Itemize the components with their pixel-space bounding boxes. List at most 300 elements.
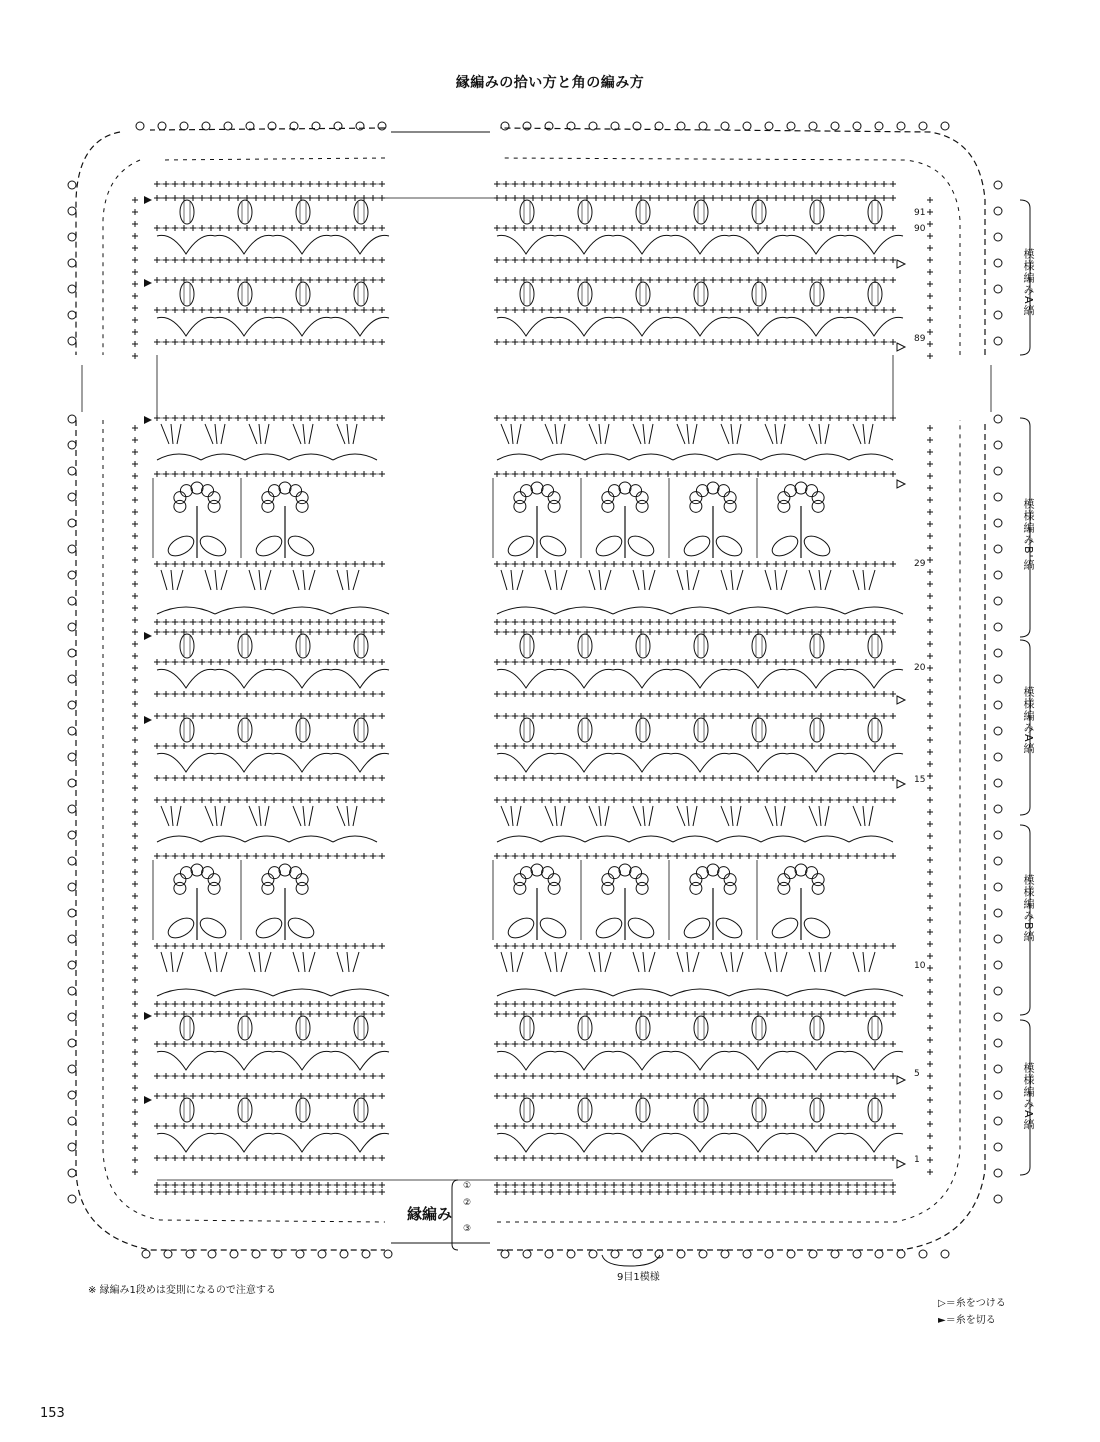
- picot: [68, 961, 76, 969]
- picot: [68, 909, 76, 917]
- v-chain: [497, 669, 903, 688]
- puff-stitch: [180, 1016, 194, 1040]
- puff-stitch: [520, 634, 534, 658]
- picot: [994, 961, 1002, 969]
- leaf: [253, 914, 285, 942]
- leaf: [165, 532, 197, 560]
- puff-stitch: [296, 282, 310, 306]
- picot: [523, 1250, 531, 1258]
- picot: [699, 1250, 707, 1258]
- picot: [68, 623, 76, 631]
- leaf: [505, 532, 537, 560]
- puff-stitch: [520, 200, 534, 224]
- leaf: [537, 914, 569, 942]
- puff-stitch: [180, 634, 194, 658]
- puff-stitch: [868, 200, 882, 224]
- flower-petal: [812, 500, 824, 512]
- picot: [68, 207, 76, 215]
- v-chain: [497, 1051, 903, 1070]
- picot: [186, 1250, 194, 1258]
- picot: [655, 122, 663, 130]
- picot: [224, 122, 232, 130]
- picot: [994, 1039, 1002, 1047]
- puff-stitch: [180, 1098, 194, 1122]
- picot: [994, 545, 1002, 553]
- flower-petal: [784, 485, 796, 497]
- picot: [68, 1117, 76, 1125]
- picot: [897, 1250, 905, 1258]
- flower-petal: [806, 867, 818, 879]
- picot: [501, 122, 509, 130]
- picot: [633, 1250, 641, 1258]
- puff-stitch: [354, 1016, 368, 1040]
- v-chain: [497, 1133, 903, 1152]
- flower-petal: [608, 485, 620, 497]
- puff-stitch: [694, 718, 708, 742]
- puff-stitch: [868, 1016, 882, 1040]
- picot: [68, 441, 76, 449]
- puff-stitch: [520, 718, 534, 742]
- flower-petal: [531, 864, 543, 876]
- puff-stitch: [578, 282, 592, 306]
- picot: [318, 1250, 326, 1258]
- picot: [68, 493, 76, 501]
- leaf: [593, 532, 625, 560]
- leaf: [681, 914, 713, 942]
- picot: [68, 285, 76, 293]
- leaf: [713, 532, 745, 560]
- leaf: [165, 914, 197, 942]
- picot: [68, 883, 76, 891]
- picot: [994, 519, 1002, 527]
- picot: [743, 1250, 751, 1258]
- puff-stitch: [578, 200, 592, 224]
- chain-arc: [157, 607, 389, 614]
- picot: [994, 441, 1002, 449]
- flower-petal: [630, 867, 642, 879]
- flower-petal: [180, 485, 192, 497]
- picot: [545, 1250, 553, 1258]
- picot: [677, 1250, 685, 1258]
- picot: [68, 753, 76, 761]
- puff-stitch: [694, 1016, 708, 1040]
- picot: [312, 122, 320, 130]
- picot: [68, 1039, 76, 1047]
- flower-petal: [279, 482, 291, 494]
- leaf: [197, 914, 229, 942]
- picot: [809, 1250, 817, 1258]
- puff-stitch: [296, 634, 310, 658]
- picot: [230, 1250, 238, 1258]
- flower-petal: [174, 492, 186, 504]
- picot: [68, 467, 76, 475]
- flower-petal: [690, 874, 702, 886]
- flower-petal: [636, 882, 648, 894]
- picot: [589, 122, 597, 130]
- puff-stitch: [694, 634, 708, 658]
- leaf: [769, 532, 801, 560]
- picot: [994, 311, 1002, 319]
- flower-petal: [202, 485, 214, 497]
- picot: [68, 831, 76, 839]
- picot: [334, 122, 342, 130]
- chain-arc: [157, 454, 377, 460]
- puff-stitch: [520, 1098, 534, 1122]
- leaf: [625, 914, 657, 942]
- picot: [994, 831, 1002, 839]
- leaf: [537, 532, 569, 560]
- picot: [68, 597, 76, 605]
- flower-petal: [812, 882, 824, 894]
- puff-stitch: [694, 282, 708, 306]
- picot: [699, 122, 707, 130]
- puff-stitch: [868, 282, 882, 306]
- picot: [994, 779, 1002, 787]
- picot: [994, 857, 1002, 865]
- puff-stitch: [694, 200, 708, 224]
- picot: [994, 467, 1002, 475]
- flower-petal: [191, 864, 203, 876]
- picot: [68, 1013, 76, 1021]
- picot: [994, 181, 1002, 189]
- picot: [994, 1169, 1002, 1177]
- picot: [68, 311, 76, 319]
- flower-petal: [514, 874, 526, 886]
- leaf: [593, 914, 625, 942]
- puff-stitch: [752, 718, 766, 742]
- flower-petal: [806, 485, 818, 497]
- fan-stitch: [161, 952, 359, 972]
- picot: [994, 493, 1002, 501]
- picot: [765, 122, 773, 130]
- picot: [68, 727, 76, 735]
- v-chain: [157, 753, 389, 772]
- picot: [994, 207, 1002, 215]
- puff-stitch: [354, 634, 368, 658]
- v-chain: [157, 235, 389, 254]
- picot: [252, 1250, 260, 1258]
- puff-stitch: [868, 718, 882, 742]
- picot: [994, 415, 1002, 423]
- v-chain: [497, 753, 903, 772]
- picot: [68, 779, 76, 787]
- picot: [589, 1250, 597, 1258]
- flower-petal: [602, 874, 614, 886]
- fan-stitch: [501, 806, 873, 826]
- picot: [941, 122, 949, 130]
- picot: [994, 909, 1002, 917]
- v-chain: [157, 1133, 389, 1152]
- picot: [994, 805, 1002, 813]
- puff-stitch: [180, 200, 194, 224]
- picot: [611, 1250, 619, 1258]
- puff-stitch: [868, 1098, 882, 1122]
- picot: [721, 122, 729, 130]
- picot: [501, 1250, 509, 1258]
- puff-stitch: [180, 282, 194, 306]
- leaf: [197, 532, 229, 560]
- picot: [567, 1250, 575, 1258]
- puff-stitch: [810, 634, 824, 658]
- picot: [68, 337, 76, 345]
- flower-petal: [784, 867, 796, 879]
- flower-petal: [191, 482, 203, 494]
- picot: [994, 753, 1002, 761]
- puff-stitch: [520, 1016, 534, 1040]
- flower-petal: [514, 492, 526, 504]
- picot: [994, 597, 1002, 605]
- flower-petal: [619, 864, 631, 876]
- picot: [68, 701, 76, 709]
- flower-petal: [542, 867, 554, 879]
- picot: [994, 1117, 1002, 1125]
- puff-stitch: [354, 718, 368, 742]
- picot: [831, 1250, 839, 1258]
- flower-petal: [520, 485, 532, 497]
- picot: [68, 675, 76, 683]
- puff-stitch: [296, 718, 310, 742]
- flower-petal: [290, 485, 302, 497]
- flower-petal: [290, 867, 302, 879]
- leaf: [505, 914, 537, 942]
- puff-stitch: [238, 718, 252, 742]
- flower-petal: [718, 485, 730, 497]
- fan-stitch: [161, 806, 357, 826]
- leaf: [769, 914, 801, 942]
- picot: [68, 415, 76, 423]
- picot: [919, 122, 927, 130]
- puff-stitch: [296, 200, 310, 224]
- chain-arc: [497, 454, 893, 460]
- picot: [567, 122, 575, 130]
- picot: [68, 545, 76, 553]
- v-chain: [157, 1051, 389, 1070]
- puff-stitch: [296, 1098, 310, 1122]
- flower-petal: [778, 492, 790, 504]
- picot: [994, 233, 1002, 241]
- picot: [68, 987, 76, 995]
- chain-arc: [157, 989, 389, 996]
- edging-border: [76, 128, 985, 1250]
- picot: [274, 1250, 282, 1258]
- picot: [296, 1250, 304, 1258]
- picot: [994, 649, 1002, 657]
- puff-stitch: [578, 1016, 592, 1040]
- picot: [68, 805, 76, 813]
- flower-petal: [602, 492, 614, 504]
- picot: [68, 857, 76, 865]
- puff-stitch: [296, 1016, 310, 1040]
- puff-stitch: [636, 1098, 650, 1122]
- picot: [994, 1143, 1002, 1151]
- v-chain: [497, 317, 903, 336]
- flower-petal: [707, 482, 719, 494]
- puff-stitch: [636, 200, 650, 224]
- flower-petal: [208, 882, 220, 894]
- fan-stitch: [501, 424, 873, 444]
- v-chain: [497, 235, 903, 254]
- picot: [340, 1250, 348, 1258]
- picot: [853, 122, 861, 130]
- picot: [897, 122, 905, 130]
- picot: [68, 571, 76, 579]
- picot: [362, 1250, 370, 1258]
- picot: [208, 1250, 216, 1258]
- picot: [994, 1065, 1002, 1073]
- flower-petal: [279, 864, 291, 876]
- picot: [68, 935, 76, 943]
- puff-stitch: [868, 634, 882, 658]
- flower-petal: [268, 485, 280, 497]
- leaf: [285, 914, 317, 942]
- picot: [68, 233, 76, 241]
- puff-stitch: [752, 282, 766, 306]
- leaf: [253, 532, 285, 560]
- v-chain: [157, 669, 389, 688]
- picot: [831, 122, 839, 130]
- picot: [994, 259, 1002, 267]
- picot: [158, 122, 166, 130]
- flower-petal: [262, 492, 274, 504]
- puff-stitch: [810, 1016, 824, 1040]
- puff-stitch: [636, 718, 650, 742]
- picot: [994, 337, 1002, 345]
- puff-stitch: [238, 634, 252, 658]
- flower-petal: [636, 500, 648, 512]
- chain-arc: [497, 607, 903, 614]
- flower-petal: [619, 482, 631, 494]
- chain-arc: [157, 836, 377, 842]
- flower-petal: [268, 867, 280, 879]
- fan-stitch: [161, 570, 359, 590]
- chain-arc: [497, 836, 893, 842]
- picot: [994, 285, 1002, 293]
- flower-petal: [174, 874, 186, 886]
- picot: [994, 623, 1002, 631]
- picot: [136, 122, 144, 130]
- picot: [994, 701, 1002, 709]
- puff-stitch: [354, 282, 368, 306]
- flower-petal: [696, 485, 708, 497]
- puff-stitch: [810, 718, 824, 742]
- leaf: [801, 914, 833, 942]
- flower-petal: [630, 485, 642, 497]
- puff-stitch: [810, 1098, 824, 1122]
- puff-stitch: [636, 1016, 650, 1040]
- picot: [68, 1195, 76, 1203]
- flower-petal: [296, 882, 308, 894]
- fan-stitch: [501, 952, 875, 972]
- picot: [677, 122, 685, 130]
- puff-stitch: [238, 1098, 252, 1122]
- puff-stitch: [354, 1098, 368, 1122]
- picot: [787, 122, 795, 130]
- puff-stitch: [238, 282, 252, 306]
- puff-stitch: [180, 718, 194, 742]
- flower-petal: [520, 867, 532, 879]
- leaf: [625, 532, 657, 560]
- picot: [994, 987, 1002, 995]
- flower-petal: [690, 492, 702, 504]
- picot: [919, 1250, 927, 1258]
- fan-stitch: [161, 424, 357, 444]
- puff-stitch: [810, 282, 824, 306]
- puff-stitch: [578, 718, 592, 742]
- picot: [994, 883, 1002, 891]
- flower-petal: [180, 867, 192, 879]
- flower-petal: [707, 864, 719, 876]
- picot: [68, 259, 76, 267]
- puff-stitch: [520, 282, 534, 306]
- leaf: [801, 532, 833, 560]
- picot: [994, 1091, 1002, 1099]
- picot: [68, 1169, 76, 1177]
- flower-petal: [202, 867, 214, 879]
- picot: [875, 1250, 883, 1258]
- chain-arc: [497, 989, 903, 996]
- flower-petal: [795, 482, 807, 494]
- diagram-title: 縁編みの拾い方と角の編み方: [455, 75, 645, 91]
- picot: [180, 122, 188, 130]
- fan-stitch: [501, 570, 875, 590]
- flower-petal: [696, 867, 708, 879]
- leaf: [713, 914, 745, 942]
- picot: [68, 181, 76, 189]
- picot: [202, 122, 210, 130]
- flower-petal: [531, 482, 543, 494]
- picot: [853, 1250, 861, 1258]
- puff-stitch: [578, 1098, 592, 1122]
- picot: [994, 935, 1002, 943]
- flower-petal: [548, 882, 560, 894]
- picot: [164, 1250, 172, 1258]
- puff-stitch: [578, 634, 592, 658]
- picot: [68, 1065, 76, 1073]
- picot: [68, 649, 76, 657]
- picot: [994, 727, 1002, 735]
- picot: [142, 1250, 150, 1258]
- picot: [721, 1250, 729, 1258]
- picot: [384, 1250, 392, 1258]
- puff-stitch: [752, 200, 766, 224]
- flower-petal: [208, 500, 220, 512]
- flower-petal: [778, 874, 790, 886]
- picot: [765, 1250, 773, 1258]
- picot: [378, 122, 386, 130]
- picot: [994, 1013, 1002, 1021]
- flower-petal: [718, 867, 730, 879]
- puff-stitch: [636, 282, 650, 306]
- picot: [941, 1250, 949, 1258]
- picot: [787, 1250, 795, 1258]
- puff-stitch: [752, 1016, 766, 1040]
- flower-petal: [542, 485, 554, 497]
- flower-petal: [608, 867, 620, 879]
- leaf: [681, 532, 713, 560]
- puff-stitch: [752, 1098, 766, 1122]
- puff-stitch: [354, 200, 368, 224]
- picot: [994, 1195, 1002, 1203]
- puff-stitch: [238, 200, 252, 224]
- picot: [68, 1143, 76, 1151]
- picot: [68, 519, 76, 527]
- puff-stitch: [752, 634, 766, 658]
- flower-petal: [724, 882, 736, 894]
- picot: [809, 122, 817, 130]
- flower-petal: [296, 500, 308, 512]
- leaf: [285, 532, 317, 560]
- picot: [994, 571, 1002, 579]
